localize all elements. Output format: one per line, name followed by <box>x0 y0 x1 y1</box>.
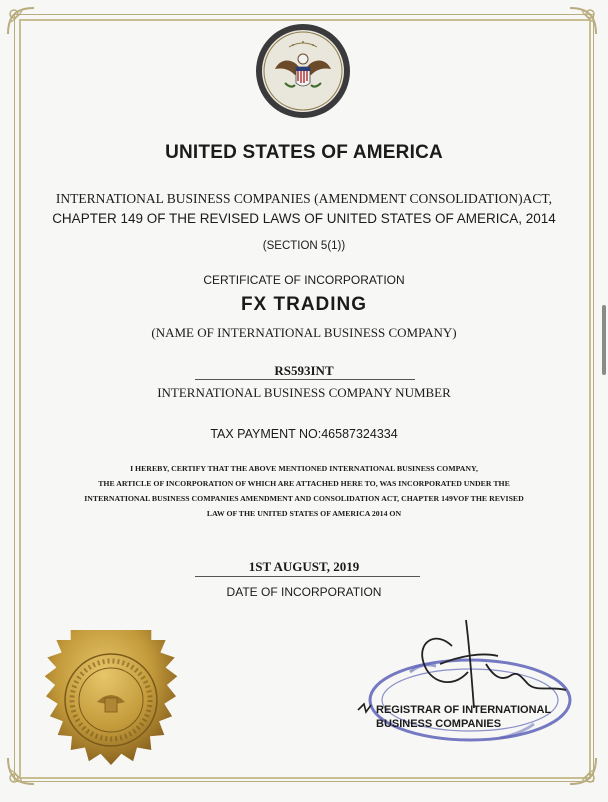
ornament-corner-icon <box>4 4 38 38</box>
certification-line: INTERNATIONAL BUSINESS COMPANIES AMENDMENT AND CONSOLIDATION ACT, CHAPTER 149VOF THE REVISED <box>84 494 524 503</box>
gold-seal-icon <box>32 630 190 770</box>
company-name-caption: (NAME OF INTERNATIONAL BUSINESS COMPANY) <box>151 325 457 340</box>
divider <box>195 379 415 380</box>
certification-line: THE ARTICLE OF INCORPORATION OF WHICH ARE ATTACHED HERE TO, WAS INCORPORATED UNDER THE <box>98 479 510 488</box>
certificate-title: CERTIFICATE OF INCORPORATION <box>203 273 405 287</box>
divider <box>195 576 420 577</box>
incorporation-date-caption: DATE OF INCORPORATION <box>226 585 382 599</box>
registrar-stamp-icon <box>340 612 580 762</box>
act-line-2: CHAPTER 149 OF THE REVISED LAWS OF UNITED STATES OF AMERICA, 2014 <box>52 211 556 226</box>
section-reference: (SECTION 5(1)) <box>262 240 346 252</box>
incorporation-date: 1ST AUGUST, 2019 <box>248 559 360 574</box>
certification-statement <box>25 461 583 521</box>
company-name: FX TRADING <box>240 294 368 315</box>
vertical-scrollbar[interactable] <box>602 305 606 375</box>
presidential-seal-icon <box>255 23 351 119</box>
registrar-title-line-1: REGISTRAR OF INTERNATIONAL <box>376 704 552 716</box>
ornament-corner-icon <box>566 4 600 38</box>
company-number: RS593INT <box>274 363 334 378</box>
certification-line: LAW OF THE UNITED STATES OF AMERICA 2014 ON <box>206 509 402 518</box>
country-title: UNITED STATES OF AMERICA <box>165 142 443 163</box>
certification-line: I HEREBY, CERTIFY THAT THE ABOVE MENTIONED INTERNATIONAL BUSINESS COMPANY, <box>130 464 478 473</box>
act-line-1: INTERNATIONAL BUSINESS COMPANIES (AMENDMENT CONSOLIDATION)ACT, <box>55 191 553 206</box>
company-number-caption: INTERNATIONAL BUSINESS COMPANY NUMBER <box>157 385 451 400</box>
registrar-title-line-2: BUSINESS COMPANIES <box>376 718 502 730</box>
tax-payment-number: TAX PAYMENT NO:46587324334 <box>210 427 398 441</box>
